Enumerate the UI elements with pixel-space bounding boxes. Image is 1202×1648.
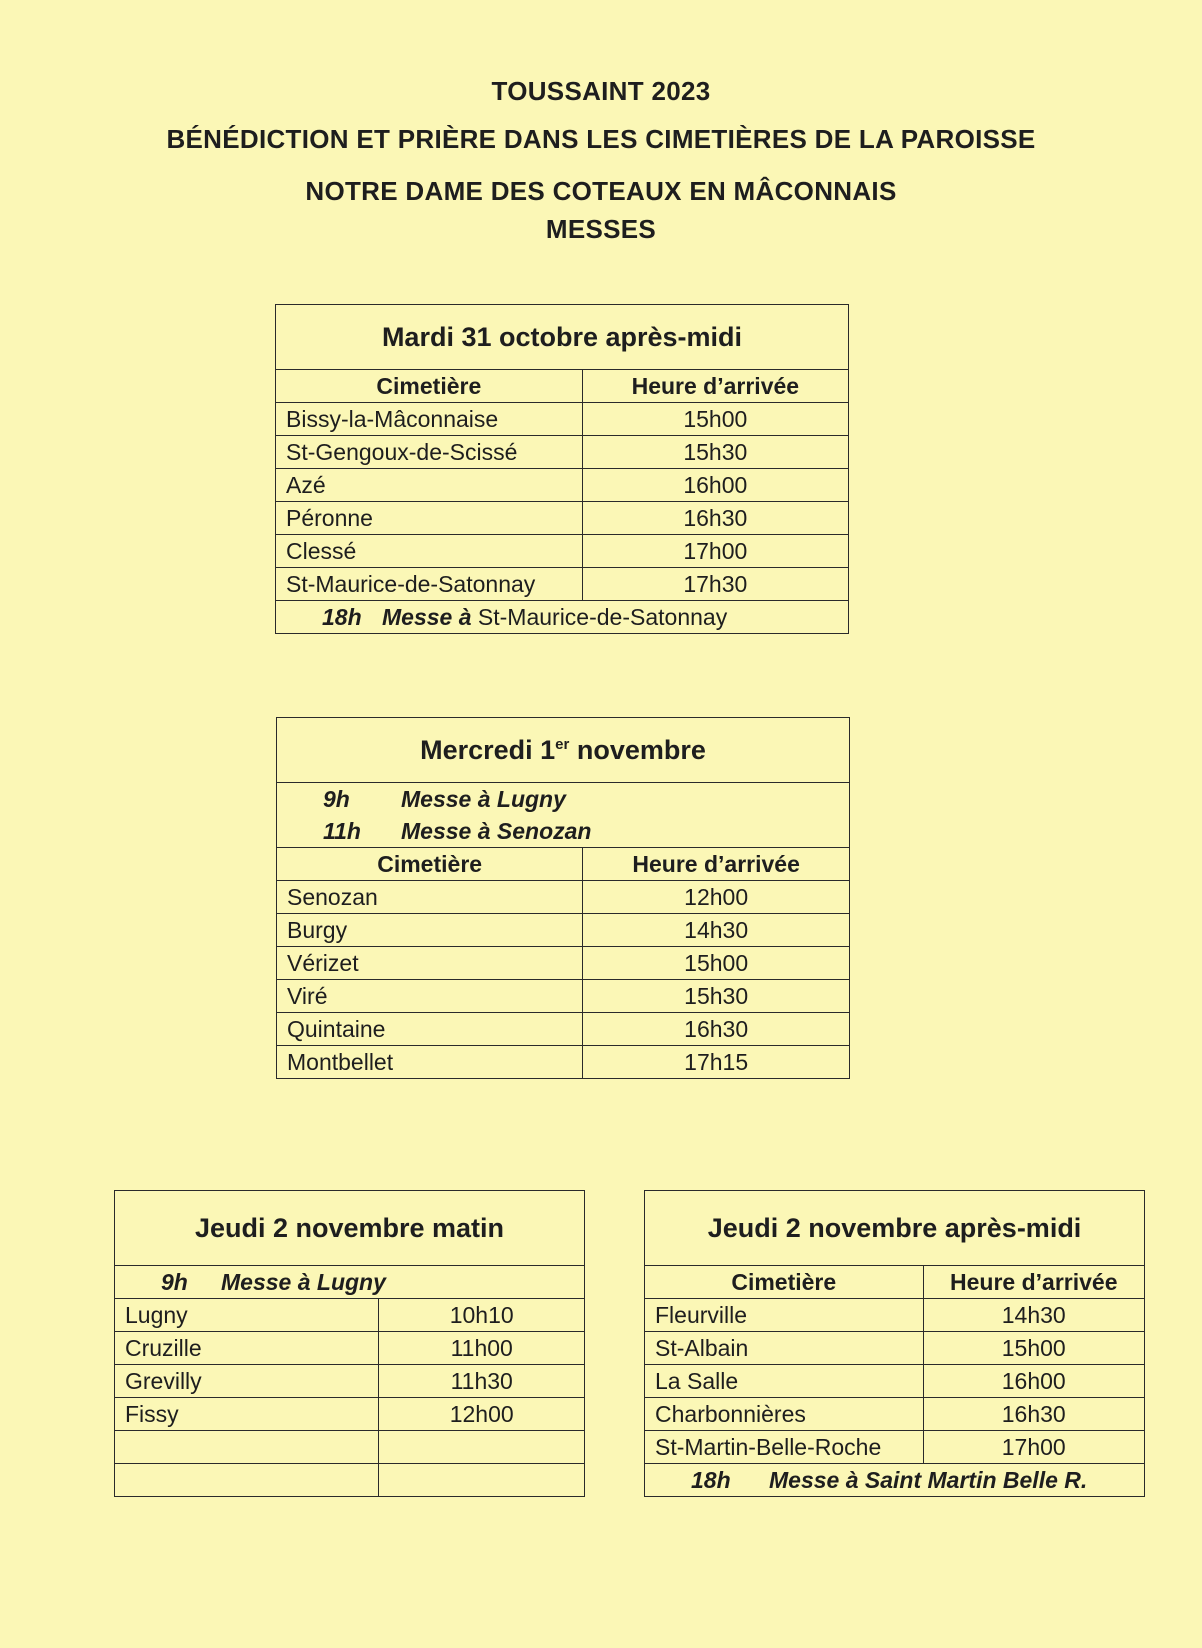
time-cell: 17h00 [582,535,848,568]
time-cell: 16h30 [583,1013,850,1046]
table-title: Mardi 31 octobre après-midi [276,305,849,370]
cemetery-cell: Senozan [277,881,583,914]
masses-heading: MESSES [545,214,657,244]
cemetery-cell: Clessé [276,535,583,568]
title-end: novembre [569,734,706,765]
table-row [276,469,849,502]
cemetery-cell: St-Gengoux-de-Scissé [276,436,583,469]
time-cell [379,1431,585,1464]
cemetery-cell: St-Maurice-de-Satonnay [276,568,583,601]
column-header-arrival: Heure d’arrivée [923,1266,1145,1299]
table-row [115,1398,585,1431]
mass-label: Messe à Senozan [401,818,592,844]
time-cell: 17h00 [923,1431,1145,1464]
column-header-cemetery: Cimetière [276,370,583,403]
table-row [276,535,849,568]
schedule-table-tuesday [275,304,849,634]
cemetery-cell [115,1464,379,1497]
time-cell: 16h30 [923,1398,1145,1431]
table-row [645,1365,1145,1398]
cemetery-cell: Grevilly [115,1365,379,1398]
cemetery-cell: Vérizet [277,947,583,980]
table-row [115,1299,585,1332]
time-cell: 15h00 [582,403,848,436]
table-row [277,914,850,947]
column-header-arrival: Heure d’arrivée [583,848,850,881]
cemetery-cell: St-Martin-Belle-Roche [645,1431,924,1464]
mass-row [115,1266,585,1299]
time-cell: 15h00 [583,947,850,980]
mass-label: Messe à Lugny [221,1268,386,1295]
mass-hour: 11h [323,818,361,844]
table-title: Jeudi 2 novembre après-midi [645,1191,1145,1266]
table-row [277,980,850,1013]
cemetery-cell: Charbonnières [645,1398,924,1431]
cemetery-cell: Lugny [115,1299,379,1332]
table-title: Jeudi 2 novembre matin [115,1191,585,1266]
mass-label: Messe à Lugny [401,786,566,812]
table-row [277,1013,850,1046]
table-row [645,1431,1145,1464]
time-cell: 17h15 [583,1046,850,1079]
table-row [277,1046,850,1079]
cemetery-cell: Quintaine [277,1013,583,1046]
cemetery-cell: Burgy [277,914,583,947]
schedule-table-thursday-morning [114,1190,585,1497]
time-cell: 10h10 [379,1299,585,1332]
table-row [276,502,849,535]
table-row [277,881,850,914]
mass-hour: 18h [322,603,362,630]
table-row [115,1365,585,1398]
schedule-table-wednesday [276,717,850,1079]
time-cell: 17h30 [582,568,848,601]
time-cell: 12h00 [583,881,850,914]
time-cell: 11h30 [379,1365,585,1398]
time-cell: 14h30 [583,914,850,947]
mass-label: Messe à [382,603,472,630]
table-row [645,1299,1145,1332]
time-cell: 16h00 [582,469,848,502]
table-title [277,718,850,783]
parish-name: NOTRE DAME DES COTEAUX EN MÂCONNAIS [305,176,897,206]
time-cell: 15h30 [582,436,848,469]
cemetery-cell: St-Albain [645,1332,924,1365]
title-sup: er [555,735,570,753]
cemetery-cell: Fleurville [645,1299,924,1332]
schedule-table-thursday-afternoon [644,1190,1145,1497]
time-cell: 16h00 [923,1365,1145,1398]
cemetery-cell: Péronne [276,502,583,535]
time-cell: 15h00 [923,1332,1145,1365]
mass-row [645,1464,1145,1497]
mass-place: St-Maurice-de-Satonnay [477,603,728,630]
column-header-arrival: Heure d’arrivée [582,370,848,403]
table-row [277,947,850,980]
table-row [645,1398,1145,1431]
mass-label: Messe à Saint Martin Belle R. [769,1466,1088,1493]
time-cell: 12h00 [379,1398,585,1431]
time-cell: 16h30 [582,502,848,535]
column-header-cemetery: Cimetière [277,848,583,881]
table-row [115,1332,585,1365]
title-main: Mercredi 1 [420,734,556,765]
cemetery-cell [115,1431,379,1464]
time-cell: 11h00 [379,1332,585,1365]
cemetery-cell: Azé [276,469,583,502]
mass-row [276,601,849,634]
time-cell: 15h30 [583,980,850,1013]
mass-row [277,783,850,848]
cemetery-cell: La Salle [645,1365,924,1398]
table-row [115,1431,585,1464]
table-row [276,403,849,436]
column-header-cemetery: Cimetière [645,1266,924,1299]
document-title: TOUSSAINT 2023 [491,76,711,106]
cemetery-cell: Viré [277,980,583,1013]
table-row [115,1464,585,1497]
table-row [276,436,849,469]
mass-hour: 9h [161,1268,188,1295]
cemetery-cell: Fissy [115,1398,379,1431]
table-row [645,1332,1145,1365]
cemetery-cell: Bissy-la-Mâconnaise [276,403,583,436]
time-cell: 14h30 [923,1299,1145,1332]
cemetery-cell: Cruzille [115,1332,379,1365]
cemetery-cell: Montbellet [277,1046,583,1079]
mass-hour: 18h [691,1466,731,1493]
table-row [276,568,849,601]
document-subtitle: BÉNÉDICTION ET PRIÈRE DANS LES CIMETIÈRES DE LA PAROISSE [166,124,1036,154]
time-cell [379,1464,585,1497]
mass-hour: 9h [323,786,350,812]
